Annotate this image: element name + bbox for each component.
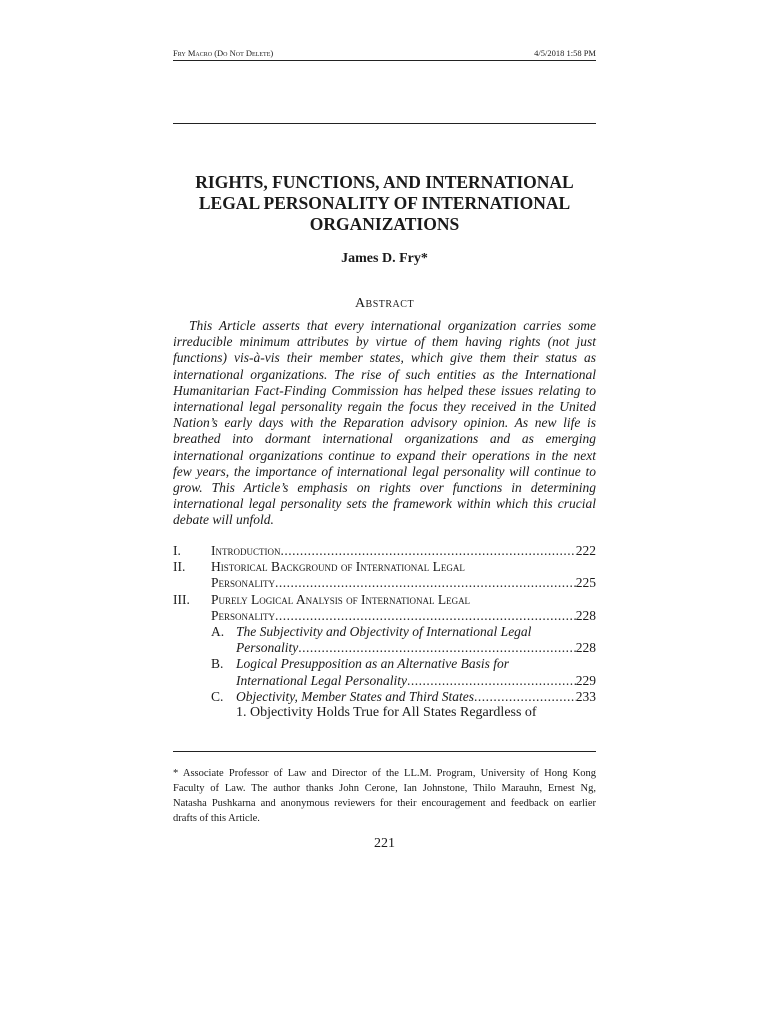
author-name: James D. Fry* bbox=[341, 251, 428, 266]
footnote-line: Natasha Pushkarna and anonymous reviewers for their encouragement and feedback on earlier bbox=[173, 798, 596, 809]
toc-title: Historical Background of International Legal bbox=[211, 559, 465, 575]
table-of-contents bbox=[173, 543, 596, 721]
toc-leader bbox=[275, 608, 576, 624]
abstract-heading: Abstract bbox=[354, 296, 415, 311]
abstract-line: grow. This Article’s emphasis on rights over functions in determining bbox=[173, 479, 596, 495]
header-left: Fry Macro (Do Not Delete) bbox=[173, 48, 274, 58]
toc-entry-logical-presupposition-cont[interactable] bbox=[173, 673, 596, 689]
author-footnote bbox=[173, 766, 596, 826]
header-rule bbox=[173, 60, 596, 61]
toc-leader bbox=[474, 689, 576, 705]
header-date: 4/5/2018 1:58 PM bbox=[534, 48, 596, 58]
title-line: RIGHTS, FUNCTIONS, AND INTERNATIONAL bbox=[195, 172, 574, 192]
abstract-line: international legal personality sets the framework within which this crucial bbox=[173, 496, 596, 512]
footnote-line: * Associate Professor of Law and Director of the LL.M. Program, University of Hong Kong bbox=[173, 768, 596, 779]
toc-title: 1. Objectivity Holds True for All States Regardless of bbox=[236, 704, 537, 720]
toc-title: The Subjectivity and Objectivity of International Legal bbox=[236, 623, 532, 639]
toc-entry-historical-background[interactable] bbox=[173, 559, 596, 575]
abstract-line: international legal personality regain the focus they received in the United bbox=[173, 398, 596, 414]
toc-page: 228 bbox=[575, 640, 596, 656]
toc-entry-logical-presupposition[interactable] bbox=[173, 656, 596, 672]
article-title bbox=[173, 172, 596, 235]
toc-entry-subjectivity-cont[interactable] bbox=[173, 640, 596, 656]
toc-number: A. bbox=[211, 623, 225, 639]
toc-title: International Legal Personality bbox=[236, 672, 407, 688]
toc-page: 233 bbox=[575, 688, 596, 704]
toc-number: I. bbox=[173, 543, 181, 558]
abstract-line: This Article asserts that every international organization carries some bbox=[189, 318, 596, 333]
toc-title: Introduction bbox=[211, 543, 281, 558]
abstract-line: breathed into dormant international organizations and as emerging bbox=[173, 431, 596, 447]
abstract-line: Nation’s early days with the Reparation advisory opinion. As new life is bbox=[173, 415, 596, 431]
title-line: ORGANIZATIONS bbox=[309, 214, 460, 234]
running-header bbox=[173, 48, 596, 58]
abstract-line: international organizations. The rise of such entities as the International bbox=[173, 366, 596, 382]
title-line: LEGAL PERSONALITY OF INTERNATIONAL bbox=[198, 193, 571, 213]
abstract-line: Humanitarian Fact-Finding Commission has helped these issues relating to bbox=[173, 382, 596, 398]
toc-number: C. bbox=[211, 688, 224, 704]
toc-page: 225 bbox=[575, 575, 596, 591]
toc-entry-logical-analysis-cont[interactable] bbox=[173, 608, 596, 624]
toc-title: Logical Presupposition as an Alternative Basis for bbox=[236, 656, 509, 672]
abstract-line: international organizations continue to expand their operations in the next bbox=[173, 447, 596, 463]
toc-number: B. bbox=[211, 656, 224, 672]
toc-page: 229 bbox=[575, 672, 596, 688]
toc-entry-historical-background-cont[interactable] bbox=[173, 575, 596, 591]
toc-entry-introduction[interactable] bbox=[173, 543, 596, 559]
footnote-line: Faculty of Law. The author thanks John Cerone, Ian Johnstone, Thilo Marauhn, Ernest Ng, bbox=[173, 783, 596, 794]
abstract-line: functions) vis-à-vis their member states, which give them their status as bbox=[173, 350, 596, 366]
toc-entry-logical-analysis[interactable] bbox=[173, 592, 596, 608]
footnote-line: drafts of this Article. bbox=[173, 813, 260, 824]
toc-title: Personality bbox=[211, 575, 276, 591]
toc-entry-objectivity[interactable] bbox=[173, 689, 596, 705]
toc-leader bbox=[407, 673, 576, 689]
toc-number: II. bbox=[173, 559, 186, 575]
abstract-line: irreducible minimum attributes by virtue of them having rights (not just bbox=[173, 334, 596, 350]
abstract-line: few years, the importance of international legal personality will continue to bbox=[173, 463, 596, 479]
toc-title: Personality bbox=[211, 607, 276, 623]
toc-title: Purely Logical Analysis of International Legal bbox=[211, 591, 471, 607]
toc-title: Objectivity, Member States and Third States bbox=[236, 688, 474, 704]
toc-leader bbox=[281, 543, 576, 559]
toc-entry-subjectivity[interactable] bbox=[173, 624, 596, 640]
toc-leader bbox=[275, 575, 576, 591]
footnote-rule bbox=[173, 751, 596, 752]
toc-number: III. bbox=[173, 591, 190, 607]
abstract-text bbox=[173, 318, 596, 528]
toc-entry-objectivity-all-states[interactable] bbox=[173, 705, 596, 721]
toc-leader bbox=[298, 640, 576, 656]
toc-page: 228 bbox=[575, 607, 596, 623]
title-top-rule bbox=[173, 123, 596, 124]
abstract-line: debate will unfold. bbox=[173, 512, 274, 528]
toc-title: Personality bbox=[236, 640, 299, 656]
toc-page: 222 bbox=[575, 543, 596, 558]
page-number: 221 bbox=[374, 836, 395, 851]
